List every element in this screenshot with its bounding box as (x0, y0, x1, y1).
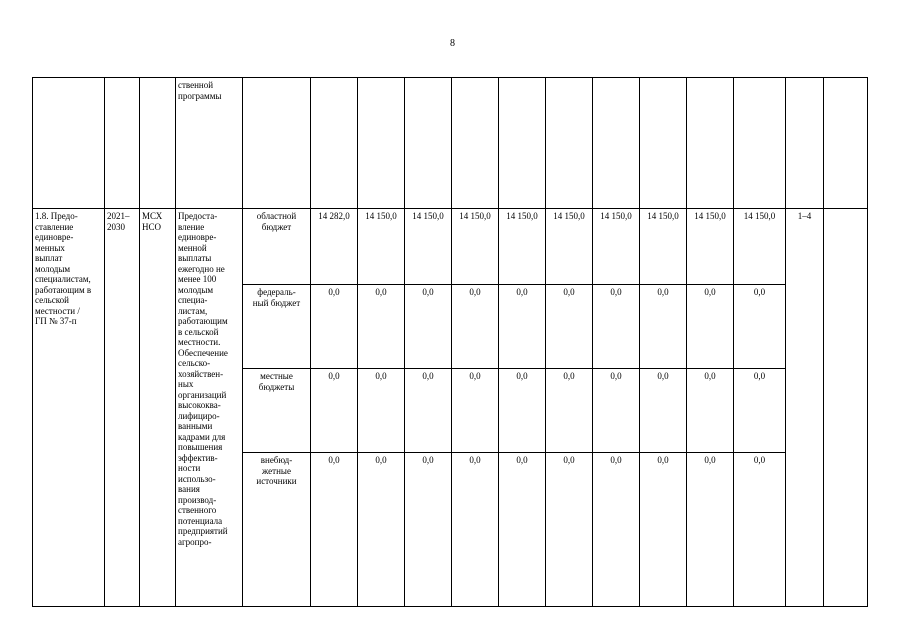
amount: 0,0 (452, 285, 499, 369)
amount: 0,0 (593, 453, 640, 607)
amount: 0,0 (358, 285, 405, 369)
source-label: внебюд- жетные источники (243, 453, 311, 607)
measure-description: Предоста- вление единовре- менной выплаты ежегодно не менее 100 молодым специа- листам, работающим в сельской местности. Обеспечение сельско- хозяйствен- ных организаций высококва- лифициро- ванными кадрами для повышения эффектив- ности использо- вания производ- ственного потенциала предприятий агропро- (176, 209, 243, 607)
continuation-row (33, 78, 868, 209)
cell (734, 78, 786, 209)
cell (824, 78, 868, 209)
cell (687, 78, 734, 209)
amount: 0,0 (640, 369, 687, 453)
amount: 0,0 (734, 453, 786, 607)
measure-executor: МСХ НСО (140, 209, 176, 607)
amount: 0,0 (452, 453, 499, 607)
amount: 14 150,0 (452, 209, 499, 285)
cell (243, 78, 311, 209)
amount: 14 150,0 (405, 209, 452, 285)
amount: 0,0 (405, 453, 452, 607)
amount: 0,0 (687, 453, 734, 607)
amount: 0,0 (499, 285, 546, 369)
cell (452, 78, 499, 209)
cell (640, 78, 687, 209)
amount: 0,0 (546, 369, 593, 453)
amount: 0,0 (452, 369, 499, 453)
amount: 0,0 (311, 453, 358, 607)
amount: 14 150,0 (640, 209, 687, 285)
cell (33, 78, 105, 209)
amount: 0,0 (311, 369, 358, 453)
amount: 14 150,0 (546, 209, 593, 285)
amount: 0,0 (687, 369, 734, 453)
measure-years: 2021– 2030 (105, 209, 140, 607)
amount: 14 150,0 (593, 209, 640, 285)
amount: 0,0 (734, 369, 786, 453)
amount: 0,0 (640, 453, 687, 607)
cell (786, 78, 824, 209)
amount: 14 150,0 (734, 209, 786, 285)
cell (140, 78, 176, 209)
cell (499, 78, 546, 209)
source-label: областной бюджет (243, 209, 311, 285)
amount: 0,0 (734, 285, 786, 369)
cell (593, 78, 640, 209)
amount: 0,0 (593, 285, 640, 369)
source-label: местные бюджеты (243, 369, 311, 453)
cell (824, 209, 868, 607)
cell (405, 78, 452, 209)
amount: 14 150,0 (358, 209, 405, 285)
amount: 0,0 (311, 285, 358, 369)
amount: 0,0 (405, 369, 452, 453)
funding-row-regional (33, 209, 868, 285)
program-table (32, 77, 868, 607)
amount: 0,0 (358, 453, 405, 607)
cell (358, 78, 405, 209)
cell (546, 78, 593, 209)
amount: 0,0 (358, 369, 405, 453)
amount: 14 150,0 (499, 209, 546, 285)
cell (311, 78, 358, 209)
amount: 0,0 (640, 285, 687, 369)
amount: 0,0 (593, 369, 640, 453)
cell (105, 78, 140, 209)
page-number: 8 (450, 38, 455, 49)
amount: 0,0 (499, 453, 546, 607)
amount: 0,0 (499, 369, 546, 453)
target-code: 1–4 (786, 209, 824, 607)
amount: 14 282,0 (311, 209, 358, 285)
amount: 0,0 (546, 453, 593, 607)
amount: 14 150,0 (687, 209, 734, 285)
source-label: федераль- ный бюджет (243, 285, 311, 369)
continuation-text: ственной программы (176, 78, 243, 209)
amount: 0,0 (687, 285, 734, 369)
amount: 0,0 (405, 285, 452, 369)
measure-name: 1.8. Предо- ставление единовре- менных выплат молодым специалистам, работающим в сельской местности / ГП № 37-п (33, 209, 105, 607)
amount: 0,0 (546, 285, 593, 369)
